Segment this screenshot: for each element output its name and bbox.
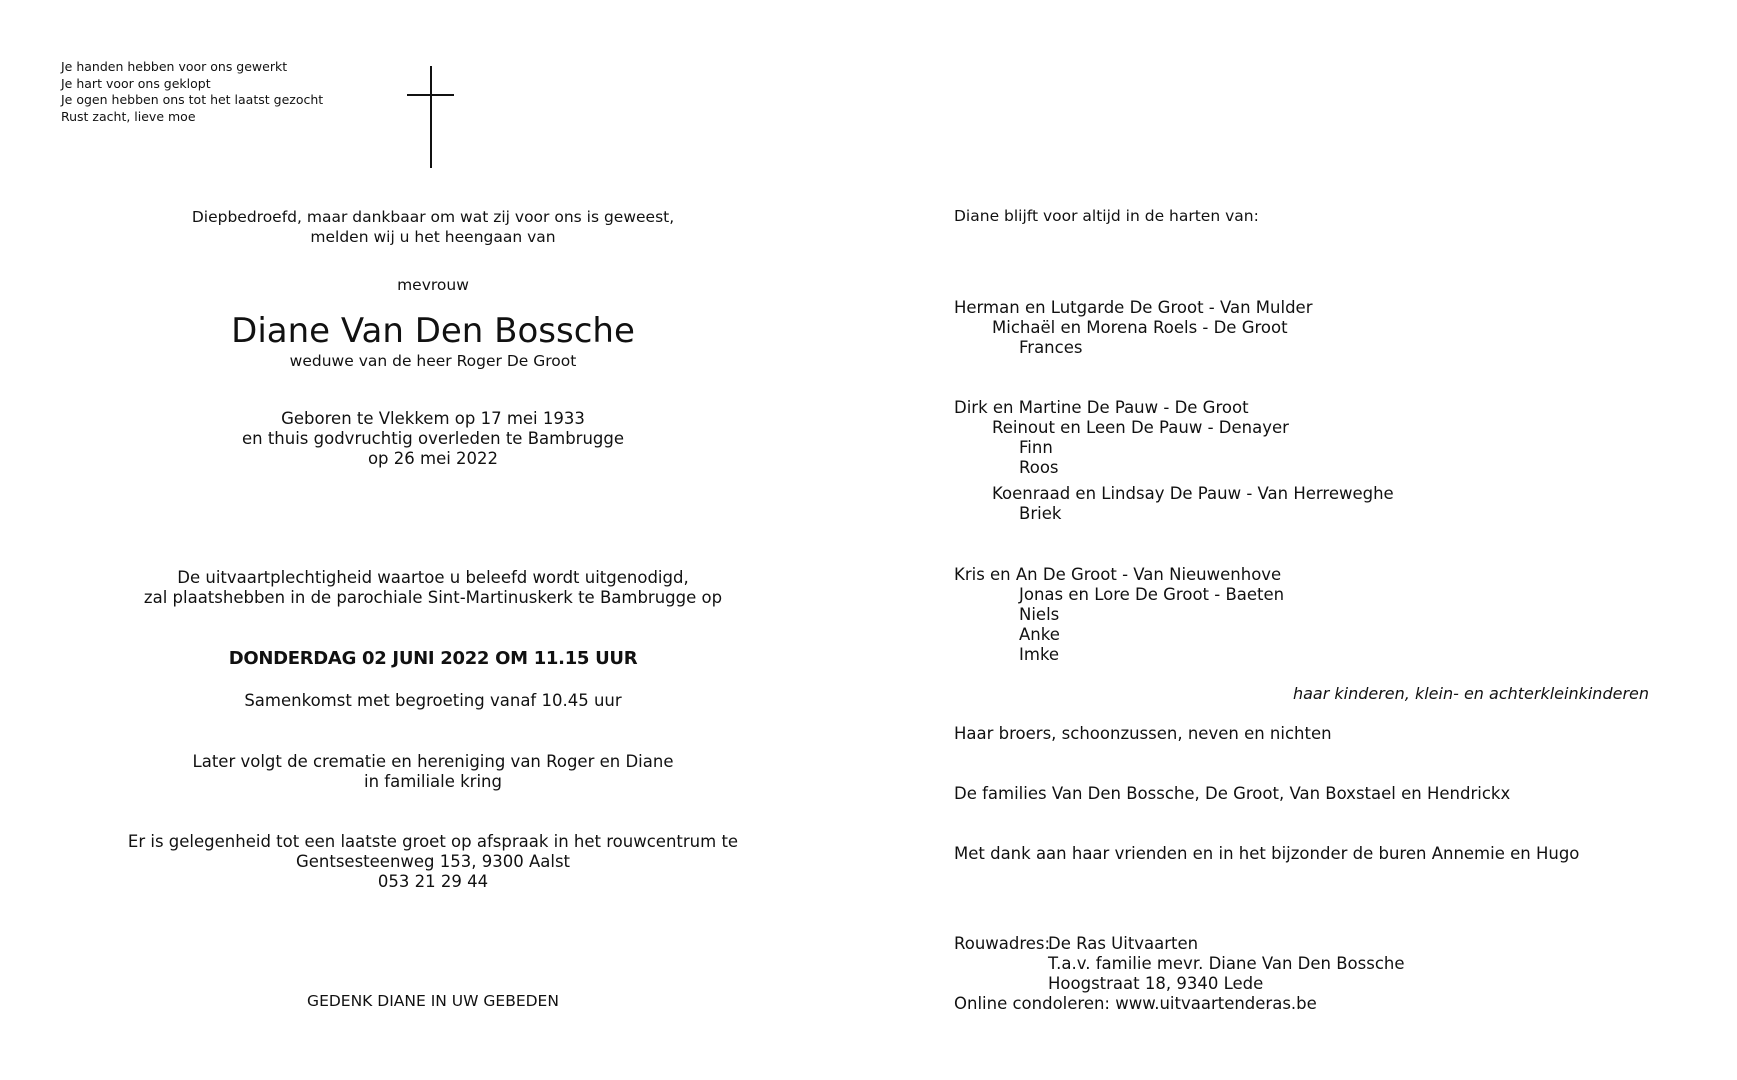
family-grandchild: Niels [1019, 605, 1060, 624]
address-line: Hoogstraat 18, 9340 Lede [1048, 974, 1264, 993]
family-child: Michaël en Morena Roels - De Groot [992, 318, 1288, 337]
announcement-intro [192, 207, 674, 247]
poem-line: Je handen hebben voor ons gewerkt [61, 59, 288, 74]
thanks-line: Met dank aan haar vrienden en in het bijzonder de buren Annemie en Hugo [954, 844, 1580, 863]
family-group [954, 298, 1313, 358]
birth-line: Geboren te Vlekkem op 17 mei 1933 [281, 409, 585, 428]
title-prefix: mevrouw [397, 276, 469, 294]
family-grandchild: Frances [1019, 338, 1083, 357]
family-grandchild: Briek [1019, 504, 1062, 523]
family-group [954, 565, 1284, 665]
address-line: T.a.v. familie mevr. Diane Van Den Bossche [1048, 954, 1405, 973]
funeral-date: DONDERDAG 02 JUNI 2022 OM 11.15 UUR [228, 648, 638, 669]
death-line: en thuis godvruchtig overleden te Bambrugge [241, 429, 625, 448]
family-parents: Dirk en Martine De Pauw - De Groot [954, 398, 1249, 417]
closing-text: GEDENK DIANE IN UW GEBEDEN [307, 992, 559, 1010]
family-group [954, 398, 1289, 478]
family-grandchild: Roos [1019, 458, 1059, 477]
intro-line: Diepbedroefd, maar dankbaar om wat zij voor ons is geweest, [191, 208, 675, 226]
funeral-intro [144, 568, 722, 608]
remembrance-intro: Diane blijft voor altijd in de harten van: [954, 207, 1259, 225]
visit-info [128, 832, 738, 892]
birth-death [242, 409, 624, 469]
cremation-line: in familiale kring [364, 772, 502, 791]
funeral-intro-line: De uitvaartplechtigheid waartoe u beleefd wordt uitgenodigd, [177, 568, 689, 587]
siblings-line: Haar broers, schoonzussen, neven en nichten [954, 724, 1332, 743]
deceased-name: Diane Van Den Bossche [231, 311, 635, 351]
family-child: Reinout en Leen De Pauw - Denayer [992, 418, 1289, 437]
intro-line: melden wij u het heengaan van [310, 228, 556, 246]
cremation-line: Later volgt de crematie en hereniging van Roger en Diane [192, 752, 674, 771]
address-label: Rouwadres: [954, 934, 1051, 953]
visit-address: Gentsesteenweg 153, 9300 Aalst [295, 852, 571, 871]
cross-icon-bar [407, 94, 454, 96]
poem-line: Je ogen hebben ons tot het laatst gezocht [61, 92, 324, 107]
cremation-info [193, 752, 674, 792]
poem-line: Rust zacht, lieve moe [61, 108, 196, 124]
cross-icon [430, 66, 432, 168]
poem-line: Je hart voor ons geklopt [61, 75, 211, 91]
death-date: op 26 mei 2022 [367, 449, 499, 468]
widow-of: weduwe van de heer Roger De Groot [289, 352, 577, 370]
mourning-address [954, 934, 1405, 1014]
family-grandchild: Imke [1019, 645, 1060, 664]
gathering-time: Samenkomst met begroeting vanaf 10.45 uur [244, 691, 622, 710]
funeral-intro-line: zal plaatshebben in de parochiale Sint-Martinuskerk te Bambrugge op [143, 588, 723, 607]
online-condolence-link[interactable]: Online condoleren: www.uitvaartenderas.be [954, 994, 1317, 1013]
family-child: Koenraad en Lindsay De Pauw - Van Herreweghe [992, 484, 1394, 503]
visit-line: Er is gelegenheid tot een laatste groet op afspraak in het rouwcentrum te [127, 832, 739, 851]
family-grandchild: Finn [1019, 438, 1053, 457]
families-line: De families Van Den Bossche, De Groot, Van Boxstael en Hendrickx [954, 784, 1511, 803]
poem [61, 59, 323, 125]
family-parents: Kris en An De Groot - Van Nieuwenhove [954, 565, 1282, 584]
kin-summary: haar kinderen, klein- en achterkleinkinderen [1292, 684, 1649, 703]
family-group [954, 484, 1394, 524]
family-child: Jonas en Lore De Groot - Baeten [1019, 585, 1285, 604]
family-grandchild: Anke [1019, 625, 1060, 644]
family-parents: Herman en Lutgarde De Groot - Van Mulder [954, 298, 1313, 317]
visit-phone: 053 21 29 44 [377, 872, 489, 891]
address-line: De Ras Uitvaarten [1048, 934, 1199, 953]
